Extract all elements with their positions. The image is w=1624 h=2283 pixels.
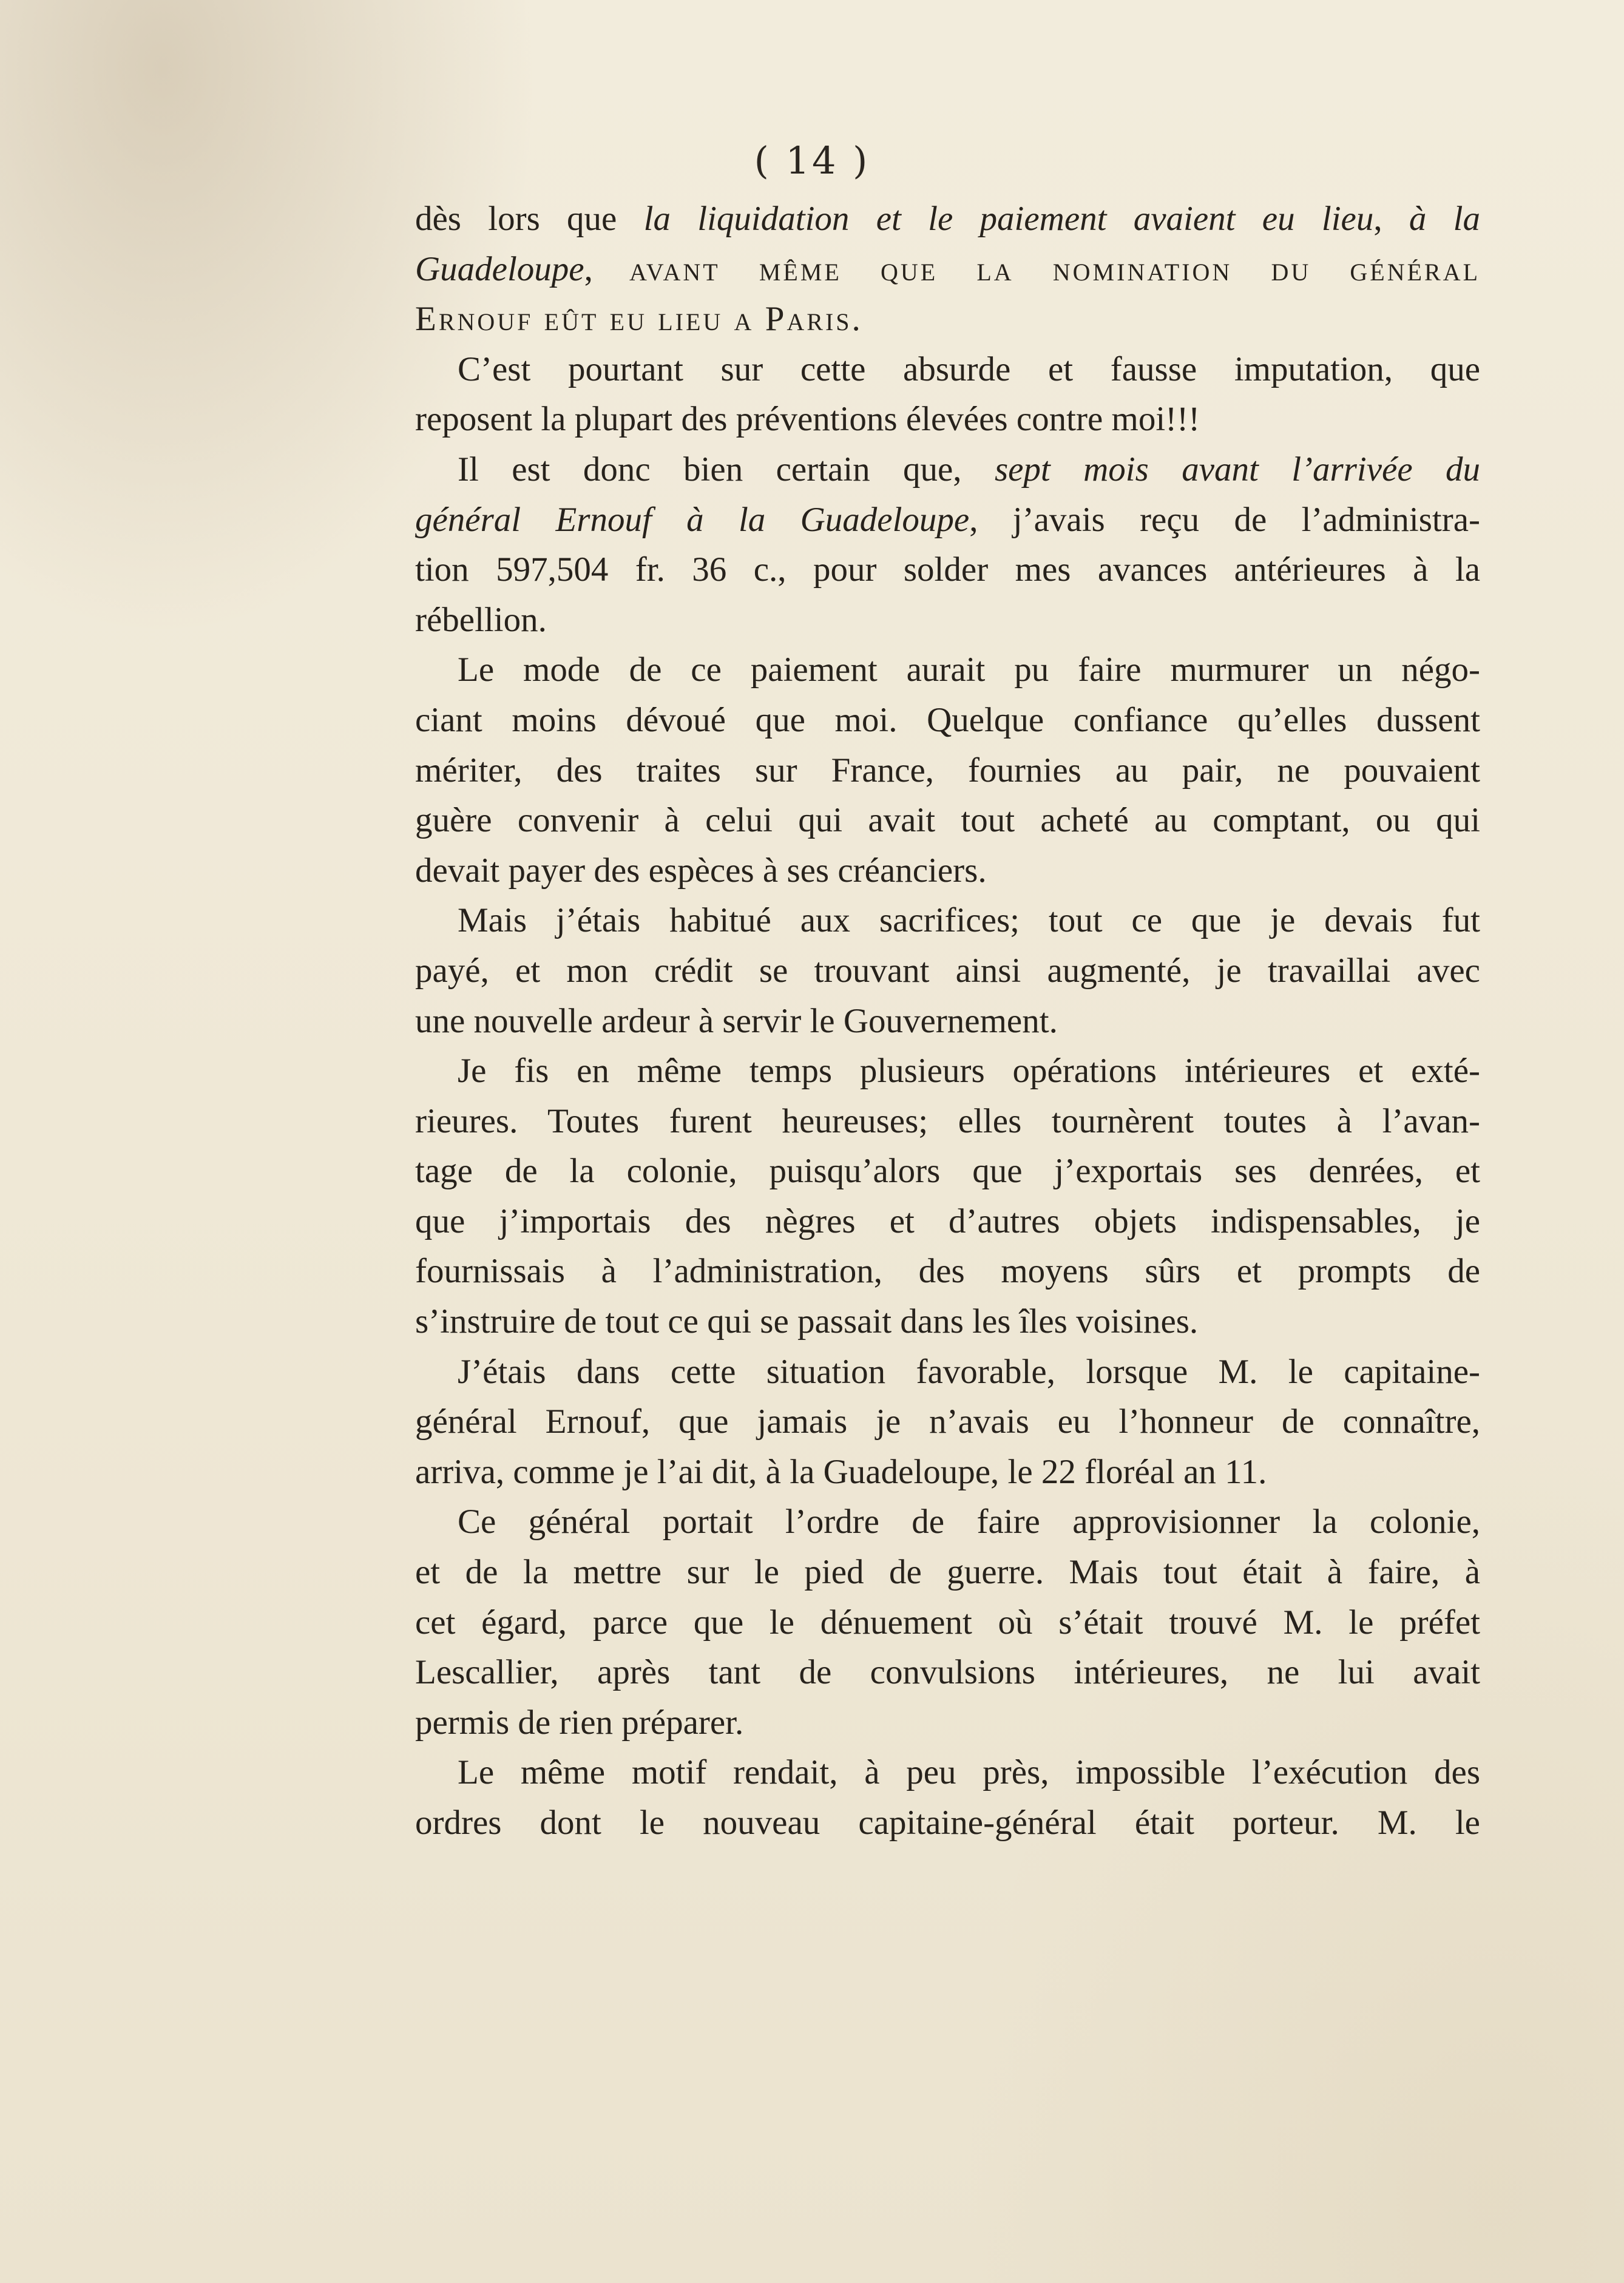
italic-span: Guadeloupe <box>415 249 584 288</box>
italic-span: général Ernouf à la Guadeloupe <box>415 500 970 539</box>
text-line: permis de rien préparer. <box>415 1703 744 1742</box>
text-line: Ce général portait l’ordre de faire approvisionner la colonie, <box>458 1503 1480 1541</box>
text-line: ordres dont le nouveau capitaine-général était porteur. M. le <box>415 1804 1480 1842</box>
text-line: Je fis en même temps plusieurs opérations intérieures et exté- <box>458 1052 1480 1091</box>
text-line: tion 597,504 fr. 36 c., pour solder mes avances antérieures à la <box>415 550 1480 589</box>
text-line: arriva, comme je l’ai dit, à la Guadeloupe, le 22 floréal an 11. <box>415 1452 1267 1491</box>
text-line: Le mode de ce paiement aurait pu faire murmurer un négo- <box>458 651 1480 689</box>
text-line: payé, et mon crédit se trouvant ainsi augmenté, je travaillai avec <box>415 951 1480 990</box>
text-line <box>415 194 1480 245</box>
text-line: Mais j’étais habitué aux sacrifices; tout ce que je devais fut <box>458 901 1480 940</box>
text-line: et de la mettre sur le pied de guerre. Mais tout était à faire, à <box>415 1553 1480 1592</box>
text-line: ciant moins dévoué que moi. Quelque confiance qu’elles dussent <box>415 700 1480 739</box>
text-line: mériter, des traites sur France, fournies au pair, ne pouvaient <box>415 751 1480 790</box>
page-number: ( 14 ) <box>754 138 870 183</box>
small-caps-span: Ernouf eût eu lieu a Paris. <box>415 300 863 339</box>
text-line <box>415 495 1480 546</box>
text-span: , <box>584 249 630 288</box>
text-span: Il est donc bien certain que, <box>458 450 995 489</box>
italic-span: sept mois avant l’arrivée du <box>994 450 1480 489</box>
text-line: C’est pourtant sur cette absurde et fausse imputation, que <box>458 350 1480 388</box>
text-span: , j’avais reçu de l’administra- <box>969 500 1480 539</box>
text-line <box>415 245 1480 295</box>
italic-span: à la <box>1409 200 1480 238</box>
text-line: devait payer des espèces à ses créanciers. <box>415 851 987 890</box>
text-line: une nouvelle ardeur à servir le Gouvernement. <box>415 1001 1058 1040</box>
text-line: tage de la colonie, puisqu’alors que j’exportais ses denrées, et <box>415 1152 1480 1191</box>
text-line: J’étais dans cette situation favorable, lorsque M. le capitaine- <box>458 1352 1480 1391</box>
text-line: fournissais à l’administration, des moyens sûrs et prompts de <box>415 1252 1480 1291</box>
text-line: Lescallier, après tant de convulsions intérieures, ne lui avait <box>415 1653 1480 1692</box>
text-line: reposent la plupart des préventions élevées contre moi!!! <box>415 400 1200 439</box>
text-span: , <box>1373 200 1409 238</box>
text-span: dès lors que <box>415 200 644 238</box>
text-line: s’instruire de tout ce qui se passait dans les îles voisines. <box>415 1302 1199 1341</box>
text-line: rieures. Toutes furent heureuses; elles tournèrent toutes à l’avan- <box>415 1101 1480 1140</box>
text-line <box>415 294 1480 345</box>
text-line: que j’importais des nègres et d’autres objets indispensables, je <box>415 1202 1480 1240</box>
text-line: cet égard, parce que le dénuement où s’était trouvé M. le préfet <box>415 1603 1480 1642</box>
text-line <box>415 445 1480 495</box>
text-line: Le même motif rendait, à peu près, impossible l’exécution des <box>458 1753 1480 1792</box>
text-line: guère convenir à celui qui avait tout acheté au comptant, ou qui <box>415 801 1480 840</box>
text-line: rébellion. <box>415 600 547 639</box>
small-caps-span: avant même que la nomination du général <box>629 249 1481 288</box>
text-line: général Ernouf, que jamais je n’avais eu l’honneur de connaître, <box>415 1402 1480 1441</box>
italic-span: la liquidation et le paiement avaient eu lieu <box>643 200 1374 238</box>
body-text <box>415 194 1480 1848</box>
